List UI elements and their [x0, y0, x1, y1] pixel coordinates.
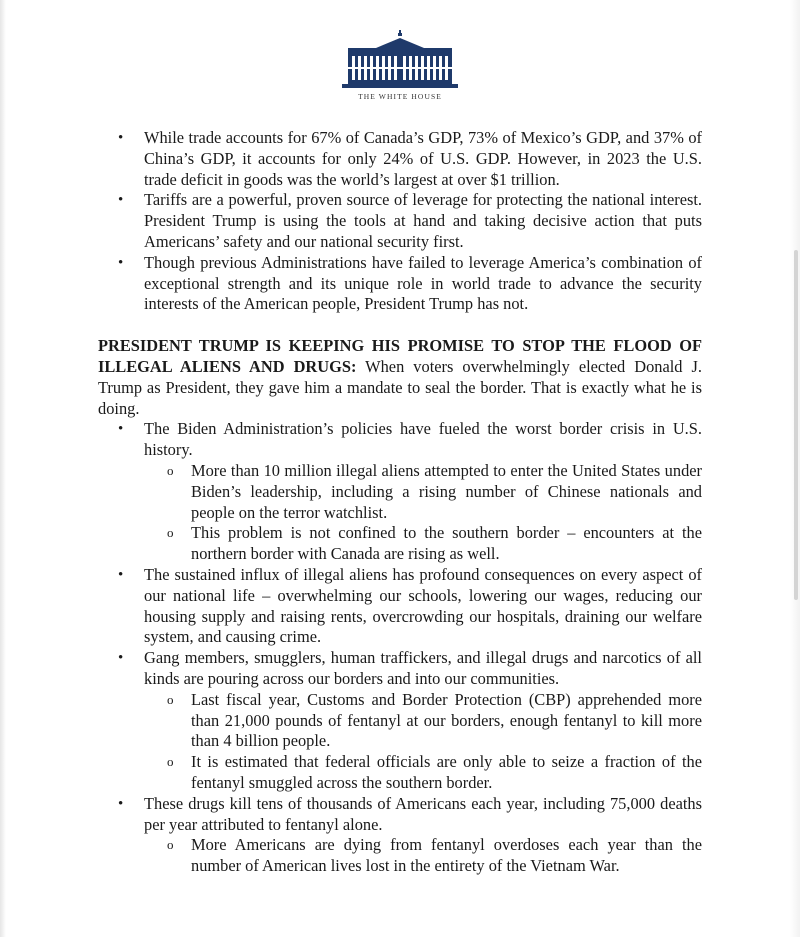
section-heading: PRESIDENT TRUMP IS KEEPING HIS PROMISE TO STOP THE FLOOD OF ILLEGAL ALIENS AND DRUGS: [98, 336, 702, 376]
white-house-icon [342, 30, 458, 88]
bullet-icon: • [118, 650, 124, 667]
hollow-bullet-icon: o [167, 462, 174, 478]
bullet-text: While trade accounts for 67% of Canada’s GDP, 73% of Mexico’s GDP, and 37% of China’s GDP, it accounts for only 24% of U.S. GDP. However, in 2023 the U.S. trade deficit in goods was the world’s largest at over $1 trillion. [144, 128, 702, 189]
list-item [98, 565, 702, 648]
sub-list-item [98, 523, 702, 565]
sub-bullet-text: Last fiscal year, Customs and Border Protection (CBP) apprehended more than 21,000 pounds of fentanyl at our borders, enough fentanyl to kill more than 4 billion people. [191, 689, 702, 751]
section-paragraph [98, 336, 702, 419]
scrollbar-thumb[interactable] [794, 250, 798, 600]
list-item [98, 128, 702, 190]
org-name: THE WHITE HOUSE [358, 92, 442, 101]
hollow-bullet-icon: o [167, 525, 174, 541]
section-lead: When voters overwhelmingly elected Donald J. Trump as President, they gave him a mandate to seal the border. That is exactly what he is doing. [98, 356, 702, 418]
sub-list-item [98, 690, 702, 752]
document-body [98, 128, 702, 877]
sub-list-item [98, 461, 702, 523]
bullet-text: Tariffs are a powerful, proven source of leverage for protecting the national interest. President Trump is using the tools at hand and taking decisive action that puts Americans’ safety and our national security first. [144, 190, 702, 251]
bullet-icon: • [118, 421, 124, 438]
page-edge-left [0, 0, 6, 937]
bullet-text: Gang members, smugglers, human traffickers, and illegal drugs and narcotics of all kinds are pouring across our borders and into our communities. [144, 648, 702, 688]
sub-bullet-text: This problem is not confined to the southern border – encounters at the northern border with Canada are rising as well. [191, 523, 702, 564]
sub-list-item [98, 835, 702, 877]
list-item [98, 648, 702, 794]
bullet-icon: • [118, 795, 124, 812]
list-item [98, 190, 702, 252]
sub-bullet-text: More than 10 million illegal aliens attempted to enter the United States under Biden’s leadership, including a rising number of Chinese nationals and people on the terror watchlist. [191, 460, 702, 522]
sub-bullet-text: More Americans are dying from fentanyl overdoses each year than the number of American lives lost in the entirety of the Vietnam War. [191, 835, 702, 876]
document-header [0, 30, 800, 101]
bullet-icon: • [118, 254, 124, 271]
list-item [98, 794, 702, 877]
bullet-text: Though previous Administrations have failed to leverage America’s combination of exceptional strength and its unique role in world trade to advance the security interests of the American people, President Trump has not. [144, 252, 702, 314]
bullet-text: The sustained influx of illegal aliens has profound consequences on every aspect of our national life – overwhelming our schools, lowering our wages, reducing our housing supply and raising rents, overcrowding our hospitals, draining our welfare system, and causing crime. [144, 564, 702, 647]
bullet-icon: • [118, 566, 124, 583]
sub-bullet-list [144, 461, 702, 565]
bullet-icon: • [118, 192, 124, 209]
bullet-icon: • [118, 130, 124, 146]
hollow-bullet-icon: o [167, 691, 174, 707]
bullet-text: These drugs kill tens of thousands of Americans each year, including 75,000 deaths per year attributed to fentanyl alone. [144, 793, 702, 834]
sub-bullet-list [144, 690, 702, 794]
hollow-bullet-icon: o [167, 754, 174, 770]
hollow-bullet-icon: o [167, 837, 174, 853]
sub-list-item [98, 752, 702, 794]
intro-bullet-list [98, 128, 702, 315]
bullet-text: The Biden Administration’s policies have fueled the worst border crisis in U.S. history. [144, 419, 702, 460]
section-bullet-list [98, 419, 702, 877]
sub-bullet-text: It is estimated that federal officials are only able to seize a fraction of the fentanyl smuggled across the southern border. [191, 752, 702, 792]
sub-bullet-list [144, 835, 702, 877]
list-item [98, 419, 702, 565]
list-item [98, 253, 702, 315]
